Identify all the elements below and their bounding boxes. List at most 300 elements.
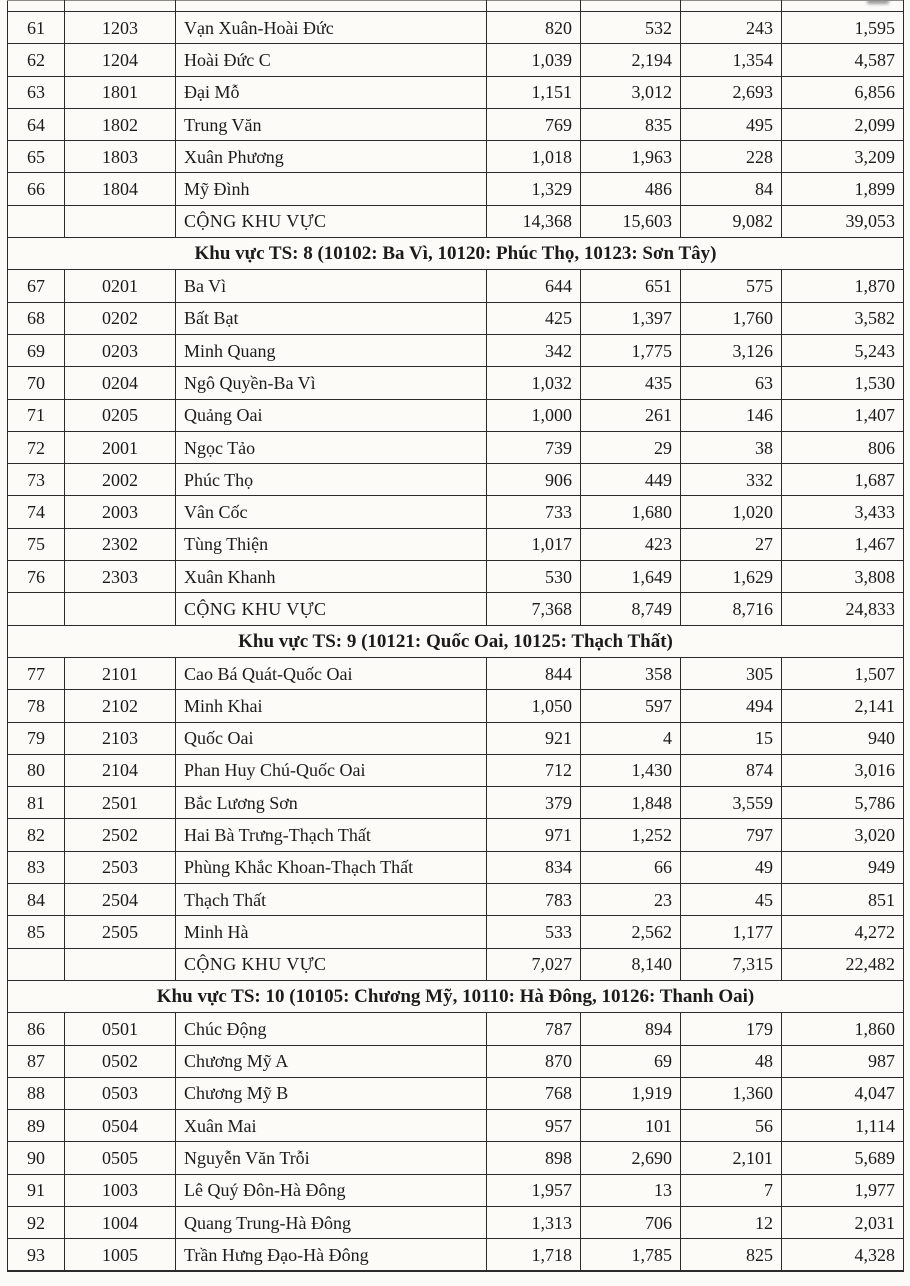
value-cell: 530: [487, 561, 581, 593]
row-number-cell: 67: [8, 270, 65, 302]
value-cell: 261: [581, 399, 681, 431]
value-cell: 4,328: [782, 1239, 904, 1271]
row-number-cell: 85: [8, 916, 65, 948]
row-number-cell: 74: [8, 496, 65, 528]
value-cell: 1,870: [782, 270, 904, 302]
value-cell: 1,649: [581, 561, 681, 593]
table-row: [8, 108, 904, 140]
row-number-cell: 91: [8, 1174, 65, 1206]
table-row: [8, 657, 904, 689]
value-cell: 870: [487, 1045, 581, 1077]
section-header-label: Khu vực TS: 8 (10102: Ba Vì, 10120: Phúc Thọ, 10123: Sơn Tây): [8, 238, 904, 270]
value-cell: 8,140: [581, 948, 681, 980]
value-cell: 4: [581, 722, 681, 754]
school-code-cell: 1003: [65, 1174, 176, 1206]
value-cell: 24,833: [782, 593, 904, 625]
value-cell: 3,209: [782, 141, 904, 173]
row-number-cell: 63: [8, 76, 65, 108]
value-cell: 644: [487, 270, 581, 302]
table-row: [8, 916, 904, 948]
value-cell: 949: [782, 851, 904, 883]
row-number-cell: 72: [8, 431, 65, 463]
table-row: [8, 496, 904, 528]
value-cell: 898: [487, 1142, 581, 1174]
value-cell: 3,126: [681, 334, 782, 366]
table-row: [8, 302, 904, 334]
value-cell: 39,053: [782, 205, 904, 237]
school-name-cell: Xuân Phương: [176, 141, 487, 173]
value-cell: 1,000: [487, 399, 581, 431]
section-header-label: Khu vực TS: 9 (10121: Quốc Oai, 10125: Thạch Thất): [8, 625, 904, 657]
value-cell: 179: [681, 1013, 782, 1045]
table-row: [8, 270, 904, 302]
school-code-cell: 2303: [65, 561, 176, 593]
school-name-cell: Vạn Xuân-Hoài Đức: [176, 12, 487, 44]
value-cell: 1,329: [487, 173, 581, 205]
value-cell: 9,082: [681, 205, 782, 237]
clipped-cell: [487, 1, 581, 12]
row-number-cell: 73: [8, 464, 65, 496]
value-cell: 3,020: [782, 819, 904, 851]
school-code-cell: 2302: [65, 528, 176, 560]
value-cell: 2,194: [581, 44, 681, 76]
clipped-cell: [581, 1, 681, 12]
value-cell: 48: [681, 1045, 782, 1077]
value-cell: 146: [681, 399, 782, 431]
table-row: [8, 690, 904, 722]
value-cell: 1,360: [681, 1077, 782, 1109]
school-code-cell: 1203: [65, 12, 176, 44]
table-row: [8, 1110, 904, 1142]
value-cell: 971: [487, 819, 581, 851]
school-code-cell: 0501: [65, 1013, 176, 1045]
value-cell: 8,749: [581, 593, 681, 625]
value-cell: 228: [681, 141, 782, 173]
value-cell: 342: [487, 334, 581, 366]
row-number-cell: 82: [8, 819, 65, 851]
value-cell: 1,039: [487, 44, 581, 76]
row-number-cell: 78: [8, 690, 65, 722]
row-number-cell: 83: [8, 851, 65, 883]
school-code-cell: 0204: [65, 367, 176, 399]
value-cell: 1,467: [782, 528, 904, 560]
value-cell: 2,101: [681, 1142, 782, 1174]
value-cell: 1,860: [782, 1013, 904, 1045]
row-number-cell: 76: [8, 561, 65, 593]
table-row: [8, 561, 904, 593]
school-code-cell: 2101: [65, 657, 176, 689]
total-row: [8, 205, 904, 237]
value-cell: 1,050: [487, 690, 581, 722]
total-row: [8, 593, 904, 625]
table-row: [8, 431, 904, 463]
school-code-cell: 0202: [65, 302, 176, 334]
value-cell: 575: [681, 270, 782, 302]
school-name-cell: Chương Mỹ A: [176, 1045, 487, 1077]
value-cell: 835: [581, 108, 681, 140]
value-cell: 15: [681, 722, 782, 754]
table-row: [8, 1077, 904, 1109]
school-name-cell: Phan Huy Chú-Quốc Oai: [176, 754, 487, 786]
value-cell: 243: [681, 12, 782, 44]
table-row: [8, 367, 904, 399]
value-cell: 1,151: [487, 76, 581, 108]
school-name-cell: Vân Cốc: [176, 496, 487, 528]
row-number-cell: 77: [8, 657, 65, 689]
school-name-cell: Xuân Mai: [176, 1110, 487, 1142]
school-code-cell: 1204: [65, 44, 176, 76]
value-cell: 1,760: [681, 302, 782, 334]
school-code-cell: 1803: [65, 141, 176, 173]
row-number-cell: 65: [8, 141, 65, 173]
table-row: [8, 12, 904, 44]
school-code-cell: 0505: [65, 1142, 176, 1174]
value-cell: 45: [681, 884, 782, 916]
school-name-cell: Minh Hà: [176, 916, 487, 948]
value-cell: 1,020: [681, 496, 782, 528]
school-name-cell: Bắc Lương Sơn: [176, 787, 487, 819]
row-number-cell: 69: [8, 334, 65, 366]
school-code-cell: 2003: [65, 496, 176, 528]
school-code-cell: 0201: [65, 270, 176, 302]
school-name-cell: Đại Mỗ: [176, 76, 487, 108]
school-code-cell: 0203: [65, 334, 176, 366]
table-row: [8, 787, 904, 819]
value-cell: 706: [581, 1206, 681, 1238]
section-header-label: Khu vực TS: 10 (10105: Chương Mỹ, 10110: Hà Đông, 10126: Thanh Oai): [8, 980, 904, 1012]
value-cell: 894: [581, 1013, 681, 1045]
value-cell: 449: [581, 464, 681, 496]
value-cell: 8,716: [681, 593, 782, 625]
value-cell: 1,252: [581, 819, 681, 851]
row-number-cell: 81: [8, 787, 65, 819]
value-cell: 14,368: [487, 205, 581, 237]
value-cell: 332: [681, 464, 782, 496]
value-cell: 7,368: [487, 593, 581, 625]
row-number-cell: 88: [8, 1077, 65, 1109]
value-cell: 5,786: [782, 787, 904, 819]
value-cell: 806: [782, 431, 904, 463]
school-name-cell: Ngô Quyền-Ba Vì: [176, 367, 487, 399]
value-cell: 2,031: [782, 1206, 904, 1238]
row-number-cell: 71: [8, 399, 65, 431]
value-cell: 3,012: [581, 76, 681, 108]
total-label-cell: CỘNG KHU VỰC: [176, 948, 487, 980]
school-code-cell: 2504: [65, 884, 176, 916]
value-cell: 5,689: [782, 1142, 904, 1174]
value-cell: 3,016: [782, 754, 904, 786]
school-name-cell: Lê Quý Đôn-Hà Đông: [176, 1174, 487, 1206]
school-code-cell: 0502: [65, 1045, 176, 1077]
value-cell: 5,243: [782, 334, 904, 366]
value-cell: 23: [581, 884, 681, 916]
value-cell: 27: [681, 528, 782, 560]
clipped-cell: [65, 1, 176, 12]
table-row: [8, 141, 904, 173]
value-cell: 6,856: [782, 76, 904, 108]
value-cell: 29: [581, 431, 681, 463]
table-body: [8, 1, 904, 1272]
value-cell: 1,680: [581, 496, 681, 528]
table-row: [8, 334, 904, 366]
school-name-cell: Hai Bà Trưng-Thạch Thất: [176, 819, 487, 851]
value-cell: 1,595: [782, 12, 904, 44]
value-cell: 13: [581, 1174, 681, 1206]
table-row: [8, 173, 904, 205]
school-code-cell: [65, 593, 176, 625]
value-cell: 1,919: [581, 1077, 681, 1109]
table-row: [8, 1239, 904, 1271]
value-cell: 783: [487, 884, 581, 916]
value-cell: 1,848: [581, 787, 681, 819]
value-cell: 1,032: [487, 367, 581, 399]
value-cell: 739: [487, 431, 581, 463]
table-row: [8, 399, 904, 431]
row-number-cell: [8, 205, 65, 237]
value-cell: 2,099: [782, 108, 904, 140]
row-number-cell: 79: [8, 722, 65, 754]
value-cell: 38: [681, 431, 782, 463]
school-name-cell: Xuân Khanh: [176, 561, 487, 593]
value-cell: 1,957: [487, 1174, 581, 1206]
value-cell: 49: [681, 851, 782, 883]
value-cell: 921: [487, 722, 581, 754]
scan-artifact: [867, 1, 889, 5]
school-code-cell: 2502: [65, 819, 176, 851]
section-header-row: [8, 980, 904, 1012]
value-cell: 4,587: [782, 44, 904, 76]
value-cell: 2,141: [782, 690, 904, 722]
school-name-cell: Thạch Thất: [176, 884, 487, 916]
value-cell: 1,629: [681, 561, 782, 593]
row-number-cell: 64: [8, 108, 65, 140]
value-cell: 63: [681, 367, 782, 399]
value-cell: 906: [487, 464, 581, 496]
row-number-cell: 92: [8, 1206, 65, 1238]
school-code-cell: 1804: [65, 173, 176, 205]
value-cell: 768: [487, 1077, 581, 1109]
school-code-cell: 1004: [65, 1206, 176, 1238]
row-number-cell: 62: [8, 44, 65, 76]
value-cell: 423: [581, 528, 681, 560]
row-number-cell: 87: [8, 1045, 65, 1077]
table-row: [8, 1174, 904, 1206]
value-cell: 15,603: [581, 205, 681, 237]
value-cell: 379: [487, 787, 581, 819]
table-row: [8, 884, 904, 916]
value-cell: 494: [681, 690, 782, 722]
value-cell: 1,430: [581, 754, 681, 786]
table-row: [8, 76, 904, 108]
row-number-cell: 68: [8, 302, 65, 334]
school-code-cell: 1801: [65, 76, 176, 108]
value-cell: 7,027: [487, 948, 581, 980]
school-name-cell: Quốc Oai: [176, 722, 487, 754]
school-code-cell: 2104: [65, 754, 176, 786]
row-number-cell: 89: [8, 1110, 65, 1142]
value-cell: 69: [581, 1045, 681, 1077]
school-name-cell: Chương Mỹ B: [176, 1077, 487, 1109]
section-header-row: [8, 238, 904, 270]
value-cell: 3,582: [782, 302, 904, 334]
row-number-cell: 90: [8, 1142, 65, 1174]
value-cell: 769: [487, 108, 581, 140]
row-number-cell: 93: [8, 1239, 65, 1271]
clipped-previous-row: [8, 1, 904, 12]
school-name-cell: Phúc Thọ: [176, 464, 487, 496]
value-cell: 851: [782, 884, 904, 916]
row-number-cell: 70: [8, 367, 65, 399]
value-cell: 1,785: [581, 1239, 681, 1271]
value-cell: 1,114: [782, 1110, 904, 1142]
total-label-cell: CỘNG KHU VỰC: [176, 205, 487, 237]
value-cell: 1,313: [487, 1206, 581, 1238]
value-cell: 797: [681, 819, 782, 851]
total-row: [8, 948, 904, 980]
table-row: [8, 754, 904, 786]
row-number-cell: 66: [8, 173, 65, 205]
school-name-cell: Mỹ Đình: [176, 173, 487, 205]
value-cell: 844: [487, 657, 581, 689]
value-cell: 787: [487, 1013, 581, 1045]
value-cell: 1,397: [581, 302, 681, 334]
total-label-cell: CỘNG KHU VỰC: [176, 593, 487, 625]
school-code-cell: 2501: [65, 787, 176, 819]
school-name-cell: Nguyễn Văn Trỗi: [176, 1142, 487, 1174]
value-cell: 651: [581, 270, 681, 302]
value-cell: 1,354: [681, 44, 782, 76]
school-code-cell: [65, 205, 176, 237]
table-row: [8, 464, 904, 496]
school-code-cell: 1005: [65, 1239, 176, 1271]
value-cell: 2,562: [581, 916, 681, 948]
table-row: [8, 528, 904, 560]
value-cell: 56: [681, 1110, 782, 1142]
school-code-cell: 0503: [65, 1077, 176, 1109]
school-code-cell: 0205: [65, 399, 176, 431]
school-name-cell: Chúc Động: [176, 1013, 487, 1045]
table-row: [8, 1206, 904, 1238]
value-cell: 820: [487, 12, 581, 44]
school-name-cell: Trần Hưng Đạo-Hà Đông: [176, 1239, 487, 1271]
school-name-cell: Minh Khai: [176, 690, 487, 722]
school-name-cell: Hoài Đức C: [176, 44, 487, 76]
value-cell: 987: [782, 1045, 904, 1077]
value-cell: 1,177: [681, 916, 782, 948]
table-row: [8, 44, 904, 76]
value-cell: 874: [681, 754, 782, 786]
school-code-cell: 2102: [65, 690, 176, 722]
value-cell: 358: [581, 657, 681, 689]
value-cell: 712: [487, 754, 581, 786]
value-cell: 22,482: [782, 948, 904, 980]
row-number-cell: [8, 593, 65, 625]
row-number-cell: 80: [8, 754, 65, 786]
value-cell: 12: [681, 1206, 782, 1238]
value-cell: 66: [581, 851, 681, 883]
value-cell: 1,407: [782, 399, 904, 431]
value-cell: 7: [681, 1174, 782, 1206]
school-name-cell: Phùng Khắc Khoan-Thạch Thất: [176, 851, 487, 883]
clipped-cell: [782, 1, 904, 12]
section-header-row: [8, 625, 904, 657]
value-cell: 84: [681, 173, 782, 205]
value-cell: 733: [487, 496, 581, 528]
value-cell: 3,433: [782, 496, 904, 528]
value-cell: 1,775: [581, 334, 681, 366]
school-name-cell: Quang Trung-Hà Đông: [176, 1206, 487, 1238]
school-name-cell: Quảng Oai: [176, 399, 487, 431]
value-cell: 4,047: [782, 1077, 904, 1109]
value-cell: 1,977: [782, 1174, 904, 1206]
school-name-cell: Tùng Thiện: [176, 528, 487, 560]
row-number-cell: 84: [8, 884, 65, 916]
value-cell: 532: [581, 12, 681, 44]
value-cell: 2,693: [681, 76, 782, 108]
value-cell: 957: [487, 1110, 581, 1142]
table-row: [8, 1045, 904, 1077]
registration-table: [7, 0, 904, 1272]
value-cell: 533: [487, 916, 581, 948]
school-name-cell: Ngọc Tảo: [176, 431, 487, 463]
value-cell: 2,690: [581, 1142, 681, 1174]
value-cell: 1,687: [782, 464, 904, 496]
row-number-cell: 86: [8, 1013, 65, 1045]
value-cell: 825: [681, 1239, 782, 1271]
school-code-cell: 0504: [65, 1110, 176, 1142]
school-code-cell: [65, 948, 176, 980]
clipped-cell: [176, 1, 487, 12]
school-code-cell: 2001: [65, 431, 176, 463]
value-cell: 495: [681, 108, 782, 140]
value-cell: 7,315: [681, 948, 782, 980]
value-cell: 305: [681, 657, 782, 689]
clipped-cell: [8, 1, 65, 12]
school-name-cell: Cao Bá Quát-Quốc Oai: [176, 657, 487, 689]
school-name-cell: Bất Bạt: [176, 302, 487, 334]
value-cell: 3,559: [681, 787, 782, 819]
school-name-cell: Minh Quang: [176, 334, 487, 366]
value-cell: 1,017: [487, 528, 581, 560]
table-row: [8, 1013, 904, 1045]
school-code-cell: 2503: [65, 851, 176, 883]
value-cell: 425: [487, 302, 581, 334]
row-number-cell: [8, 948, 65, 980]
clipped-cell: [681, 1, 782, 12]
value-cell: 4,272: [782, 916, 904, 948]
value-cell: 1,718: [487, 1239, 581, 1271]
value-cell: 486: [581, 173, 681, 205]
school-name-cell: Ba Vì: [176, 270, 487, 302]
table-row: [8, 1142, 904, 1174]
value-cell: 940: [782, 722, 904, 754]
school-code-cell: 2002: [65, 464, 176, 496]
school-code-cell: 1802: [65, 108, 176, 140]
value-cell: 435: [581, 367, 681, 399]
school-code-cell: 2505: [65, 916, 176, 948]
value-cell: 1,899: [782, 173, 904, 205]
table-row: [8, 722, 904, 754]
school-code-cell: 2103: [65, 722, 176, 754]
value-cell: 3,808: [782, 561, 904, 593]
row-number-cell: 75: [8, 528, 65, 560]
value-cell: 1,018: [487, 141, 581, 173]
table-row: [8, 851, 904, 883]
row-number-cell: 61: [8, 12, 65, 44]
value-cell: 101: [581, 1110, 681, 1142]
value-cell: 1,963: [581, 141, 681, 173]
value-cell: 597: [581, 690, 681, 722]
